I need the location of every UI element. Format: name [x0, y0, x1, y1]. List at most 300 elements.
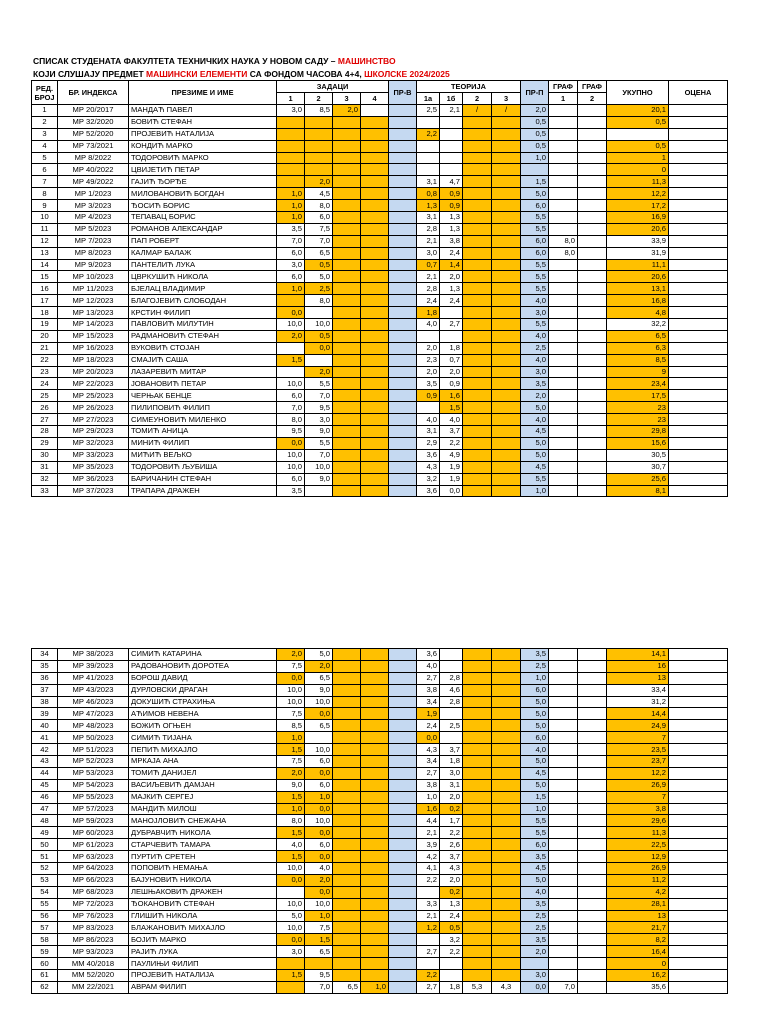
cell-name: БЈЕЛАЦ ВЛАДИМИР	[129, 283, 277, 295]
cell-t1b	[440, 128, 463, 140]
cell-ocena	[669, 390, 728, 402]
cell-t1b: 3,7	[440, 426, 463, 438]
cell-prv	[389, 649, 417, 661]
cell-z1: 7,5	[277, 708, 305, 720]
cell-idx: МР 22/2023	[58, 378, 129, 390]
cell-t2	[463, 176, 492, 188]
cell-t1a: 2,8	[417, 283, 440, 295]
cell-z4	[361, 684, 389, 696]
cell-t1a: 2,4	[417, 295, 440, 307]
cell-uk: 17,2	[607, 200, 669, 212]
table-row	[32, 803, 728, 815]
cell-t2	[463, 319, 492, 331]
cell-z3	[333, 295, 361, 307]
cell-prp: 4,5	[521, 767, 549, 779]
cell-uk: 25,6	[607, 473, 669, 485]
cell-z4	[361, 886, 389, 898]
cell-t1a: 2,7	[417, 767, 440, 779]
table-row	[32, 354, 728, 366]
cell-z4	[361, 934, 389, 946]
cell-z3	[333, 342, 361, 354]
table-row	[32, 815, 728, 827]
cell-t3	[492, 886, 521, 898]
cell-t1a	[417, 330, 440, 342]
cell-idx: МР 39/2023	[58, 660, 129, 672]
cell-t1a: 2,7	[417, 981, 440, 993]
cell-name: РОМАНОВ АЛЕКСАНДАР	[129, 223, 277, 235]
cell-ocena	[669, 116, 728, 128]
cell-t2	[463, 200, 492, 212]
cell-prv	[389, 886, 417, 898]
table-row	[32, 247, 728, 259]
cell-prp: 0,0	[521, 981, 549, 993]
cell-idx: МР 10/2023	[58, 271, 129, 283]
cell-z2: 5,5	[305, 378, 333, 390]
table-row	[32, 791, 728, 803]
cell-z3	[333, 898, 361, 910]
cell-ocena	[669, 684, 728, 696]
cell-ocena	[669, 437, 728, 449]
cell-z3	[333, 839, 361, 851]
cell-uk: 16,9	[607, 212, 669, 224]
cell-prv	[389, 176, 417, 188]
cell-uk: 15,6	[607, 437, 669, 449]
cell-prp: 3,0	[521, 307, 549, 319]
cell-prv	[389, 319, 417, 331]
cell-name: ДОКУШИЋ СТРАХИЊА	[129, 696, 277, 708]
cell-prv	[389, 485, 417, 497]
cell-prv	[389, 744, 417, 756]
cell-ocena	[669, 140, 728, 152]
cell-name: ПРОЈЕВИЋ НАТАЛИЈА	[129, 970, 277, 982]
cell-uk: 16,4	[607, 946, 669, 958]
cell-t1a: 3,3	[417, 898, 440, 910]
cell-g2	[578, 437, 607, 449]
cell-z1: 2,0	[277, 649, 305, 661]
cell-t1b: 2,6	[440, 839, 463, 851]
cell-ocena	[669, 319, 728, 331]
cell-t1b: 2,8	[440, 696, 463, 708]
cell-t3	[492, 708, 521, 720]
cell-g1: 8,0	[549, 235, 578, 247]
table-row	[32, 898, 728, 910]
cell-no: 12	[32, 235, 58, 247]
cell-t3	[492, 839, 521, 851]
cell-g2	[578, 851, 607, 863]
cell-t3	[492, 970, 521, 982]
cell-prp: 6,0	[521, 732, 549, 744]
cell-g1	[549, 164, 578, 176]
cell-z2: 10,0	[305, 696, 333, 708]
cell-uk: 8,5	[607, 354, 669, 366]
cell-z3	[333, 152, 361, 164]
cell-idx: МР 27/2023	[58, 414, 129, 426]
cell-g1	[549, 116, 578, 128]
cell-g2	[578, 874, 607, 886]
cell-z4	[361, 958, 389, 970]
cell-g2	[578, 922, 607, 934]
cell-ocena	[669, 756, 728, 768]
cell-idx: МР 86/2023	[58, 934, 129, 946]
cell-no: 19	[32, 319, 58, 331]
cell-g1	[549, 259, 578, 271]
cell-g2	[578, 366, 607, 378]
cell-name: БОВИЋ СТЕФАН	[129, 116, 277, 128]
cell-name: ДУБРАВЧИЋ НИКОЛА	[129, 827, 277, 839]
cell-t1b: 0,5	[440, 922, 463, 934]
cell-ocena	[669, 378, 728, 390]
cell-uk: 31,9	[607, 247, 669, 259]
cell-z1: 1,0	[277, 732, 305, 744]
cell-g2	[578, 378, 607, 390]
cell-prv	[389, 696, 417, 708]
cell-z1: 3,0	[277, 946, 305, 958]
cell-name: СИМИЋ КАТАРИНА	[129, 649, 277, 661]
cell-name: ГЛИШИЋ НИКОЛА	[129, 910, 277, 922]
cell-name: ТЕПАВАЦ БОРИС	[129, 212, 277, 224]
cell-z4	[361, 910, 389, 922]
cell-ocena	[669, 934, 728, 946]
cell-t3	[492, 791, 521, 803]
cell-g2	[578, 259, 607, 271]
cell-name: РАЈИЋ ЛУКА	[129, 946, 277, 958]
cell-g1	[549, 200, 578, 212]
cell-t2	[463, 684, 492, 696]
cell-idx: МР 11/2023	[58, 283, 129, 295]
cell-ocena	[669, 779, 728, 791]
cell-t3	[492, 330, 521, 342]
cell-no: 14	[32, 259, 58, 271]
cell-z4	[361, 473, 389, 485]
cell-g2	[578, 720, 607, 732]
cell-z1: 0,0	[277, 874, 305, 886]
cell-t1b: 2,0	[440, 271, 463, 283]
cell-z4	[361, 437, 389, 449]
table-row	[32, 426, 728, 438]
cell-idx: МР 83/2023	[58, 922, 129, 934]
cell-prp: 3,0	[521, 366, 549, 378]
cell-z3	[333, 319, 361, 331]
cell-prp: 5,0	[521, 402, 549, 414]
cell-t1b: 0,7	[440, 354, 463, 366]
cell-t1b: 2,1	[440, 105, 463, 117]
cell-z4	[361, 898, 389, 910]
cell-z3	[333, 803, 361, 815]
cell-g1	[549, 366, 578, 378]
cell-prp: 1,5	[521, 791, 549, 803]
cell-name: ПРОЈЕВИЋ НАТАЛИЈА	[129, 128, 277, 140]
table-row	[32, 271, 728, 283]
cell-no: 30	[32, 449, 58, 461]
cell-t3	[492, 696, 521, 708]
cell-name: ПУРТИЋ СРЕТЕН	[129, 851, 277, 863]
cell-z3	[333, 354, 361, 366]
cell-t3	[492, 827, 521, 839]
cell-t3	[492, 116, 521, 128]
cell-z1: 0,0	[277, 672, 305, 684]
cell-z4	[361, 767, 389, 779]
table-row	[32, 839, 728, 851]
cell-prp: 5,5	[521, 827, 549, 839]
students-table-part-1	[31, 80, 728, 497]
cell-idx: МР 3/2023	[58, 200, 129, 212]
cell-z1: 8,0	[277, 815, 305, 827]
cell-z3	[333, 330, 361, 342]
cell-prp: 3,0	[521, 970, 549, 982]
cell-g1	[549, 461, 578, 473]
cell-g1	[549, 767, 578, 779]
cell-t2	[463, 696, 492, 708]
cell-t1a: 0,0	[417, 732, 440, 744]
cell-z4	[361, 791, 389, 803]
cell-no: 23	[32, 366, 58, 378]
cell-idx: МР 36/2023	[58, 473, 129, 485]
cell-t1b: 2,8	[440, 672, 463, 684]
col-header-z1: 1	[277, 93, 305, 105]
cell-prv	[389, 910, 417, 922]
cell-z4	[361, 827, 389, 839]
cell-prv	[389, 437, 417, 449]
col-header-graf1: ГРАФ	[549, 81, 578, 93]
cell-t2	[463, 473, 492, 485]
cell-z2: 8,0	[305, 200, 333, 212]
cell-z2: 5,5	[305, 437, 333, 449]
cell-ocena	[669, 660, 728, 672]
cell-name: ЦВИЈЕТИЋ ПЕТАР	[129, 164, 277, 176]
cell-ocena	[669, 271, 728, 283]
cell-ocena	[669, 414, 728, 426]
cell-prp: 5,0	[521, 720, 549, 732]
cell-z1	[277, 958, 305, 970]
cell-idx: МР 32/2023	[58, 437, 129, 449]
cell-t1a: 4,1	[417, 863, 440, 875]
cell-prv	[389, 732, 417, 744]
cell-z2: 6,5	[305, 946, 333, 958]
cell-t1a: 1,0	[417, 791, 440, 803]
col-header-t2: 2	[463, 93, 492, 105]
table-row	[32, 779, 728, 791]
cell-prp	[521, 164, 549, 176]
cell-prp: 3,5	[521, 378, 549, 390]
table-row	[32, 672, 728, 684]
cell-t2	[463, 946, 492, 958]
cell-prp: 0,5	[521, 116, 549, 128]
cell-z4	[361, 970, 389, 982]
cell-uk: 29,6	[607, 815, 669, 827]
cell-z4	[361, 247, 389, 259]
cell-prv	[389, 958, 417, 970]
cell-g2	[578, 223, 607, 235]
cell-t3	[492, 767, 521, 779]
cell-t2	[463, 485, 492, 497]
cell-g1	[549, 744, 578, 756]
cell-z3	[333, 922, 361, 934]
cell-z4	[361, 271, 389, 283]
cell-no: 45	[32, 779, 58, 791]
cell-uk: 12,2	[607, 767, 669, 779]
cell-z4	[361, 164, 389, 176]
cell-prv	[389, 223, 417, 235]
cell-g2	[578, 426, 607, 438]
cell-z3	[333, 874, 361, 886]
cell-g1	[549, 779, 578, 791]
cell-prv	[389, 247, 417, 259]
cell-t1b: 3,2	[440, 934, 463, 946]
cell-t1a	[417, 402, 440, 414]
cell-t2	[463, 898, 492, 910]
cell-t1a: 4,4	[417, 815, 440, 827]
cell-t1b: 1,7	[440, 815, 463, 827]
cell-z3	[333, 970, 361, 982]
cell-ocena	[669, 402, 728, 414]
cell-g1	[549, 649, 578, 661]
cell-z3	[333, 200, 361, 212]
cell-idx: МР 8/2022	[58, 152, 129, 164]
cell-name: ПЕПИЋ МИХАЈЛО	[129, 744, 277, 756]
cell-prp: 4,0	[521, 886, 549, 898]
cell-ocena	[669, 732, 728, 744]
cell-t1a: 2,1	[417, 910, 440, 922]
cell-t1b	[440, 116, 463, 128]
cell-ocena	[669, 863, 728, 875]
cell-t2	[463, 922, 492, 934]
table-row	[32, 259, 728, 271]
cell-no: 49	[32, 827, 58, 839]
cell-z4	[361, 402, 389, 414]
cell-no: 13	[32, 247, 58, 259]
cell-g2	[578, 402, 607, 414]
cell-g1	[549, 342, 578, 354]
cell-prp: 5,5	[521, 283, 549, 295]
cell-t1a: 1,2	[417, 922, 440, 934]
table-row	[32, 660, 728, 672]
cell-prv	[389, 212, 417, 224]
cell-name: СТАРЧЕВИЋ ТАМАРА	[129, 839, 277, 851]
cell-uk: 33,9	[607, 235, 669, 247]
cell-t3	[492, 461, 521, 473]
cell-prv	[389, 283, 417, 295]
table-row	[32, 851, 728, 863]
cell-ocena	[669, 970, 728, 982]
cell-uk: 28,1	[607, 898, 669, 910]
cell-t1a: 3,2	[417, 473, 440, 485]
cell-prp: 4,5	[521, 863, 549, 875]
cell-z1: 1,0	[277, 212, 305, 224]
cell-z2: 7,5	[305, 223, 333, 235]
col-header-ukupno: УКУПНО	[607, 81, 669, 105]
cell-ocena	[669, 672, 728, 684]
cell-prp: 5,5	[521, 259, 549, 271]
cell-z2: 9,0	[305, 684, 333, 696]
cell-uk: 11,3	[607, 176, 669, 188]
cell-prv	[389, 378, 417, 390]
cell-t3	[492, 922, 521, 934]
title-subject: МАШИНСКИ ЕЛЕМЕНТИ	[146, 69, 248, 79]
cell-no: 55	[32, 898, 58, 910]
cell-idx: МР 40/2022	[58, 164, 129, 176]
cell-z2: 9,0	[305, 426, 333, 438]
cell-z4	[361, 449, 389, 461]
table-row	[32, 164, 728, 176]
cell-prv	[389, 307, 417, 319]
table-row	[32, 437, 728, 449]
cell-name: БАЈУНОВИЋ НИКОЛА	[129, 874, 277, 886]
cell-z2: 6,5	[305, 720, 333, 732]
cell-prv	[389, 803, 417, 815]
cell-t1a: 2,1	[417, 235, 440, 247]
cell-t1a: 2,3	[417, 354, 440, 366]
cell-z1: 4,0	[277, 839, 305, 851]
table-row	[32, 176, 728, 188]
cell-idx: МР 13/2023	[58, 307, 129, 319]
table-row	[32, 366, 728, 378]
table-row	[32, 970, 728, 982]
table-row	[32, 188, 728, 200]
cell-uk: 13,1	[607, 283, 669, 295]
cell-t2	[463, 271, 492, 283]
cell-z2	[305, 354, 333, 366]
cell-uk: 22,5	[607, 839, 669, 851]
cell-z1: 10,0	[277, 696, 305, 708]
table-row	[32, 342, 728, 354]
cell-prp: 4,0	[521, 414, 549, 426]
cell-g2	[578, 684, 607, 696]
cell-t3	[492, 732, 521, 744]
cell-idx: МР 73/2021	[58, 140, 129, 152]
cell-no: 25	[32, 390, 58, 402]
table-row	[32, 449, 728, 461]
cell-uk: 23,4	[607, 378, 669, 390]
table-row	[32, 105, 728, 117]
table-row	[32, 295, 728, 307]
cell-t1b	[440, 649, 463, 661]
cell-t1b	[440, 330, 463, 342]
cell-t1b: 0,2	[440, 803, 463, 815]
cell-idx: МР 76/2023	[58, 910, 129, 922]
cell-idx: МР 52/2023	[58, 756, 129, 768]
cell-t1b: 4,0	[440, 414, 463, 426]
cell-t3	[492, 898, 521, 910]
cell-prv	[389, 188, 417, 200]
cell-t3	[492, 473, 521, 485]
cell-g1	[549, 958, 578, 970]
cell-name: ПАУЛИЊИ ФИЛИП	[129, 958, 277, 970]
cell-t2	[463, 212, 492, 224]
cell-z1: 3,5	[277, 485, 305, 497]
cell-z2: 7,0	[305, 390, 333, 402]
cell-prp: 1,0	[521, 672, 549, 684]
cell-g2	[578, 307, 607, 319]
cell-t1b: 2,5	[440, 720, 463, 732]
cell-z2: 7,0	[305, 235, 333, 247]
cell-ocena	[669, 696, 728, 708]
cell-prp: 5,5	[521, 319, 549, 331]
cell-g1	[549, 485, 578, 497]
cell-no: 3	[32, 128, 58, 140]
cell-t1b: 4,6	[440, 684, 463, 696]
cell-idx: МР 29/2023	[58, 426, 129, 438]
cell-prp: 4,0	[521, 354, 549, 366]
cell-g2	[578, 839, 607, 851]
cell-z4	[361, 485, 389, 497]
cell-t3	[492, 342, 521, 354]
cell-prp: 2,0	[521, 105, 549, 117]
cell-idx: МР 1/2023	[58, 188, 129, 200]
cell-z1: 1,5	[277, 827, 305, 839]
cell-uk: 23	[607, 402, 669, 414]
cell-no: 33	[32, 485, 58, 497]
title-year: ШКОЛСКЕ 2024/2025	[364, 69, 450, 79]
